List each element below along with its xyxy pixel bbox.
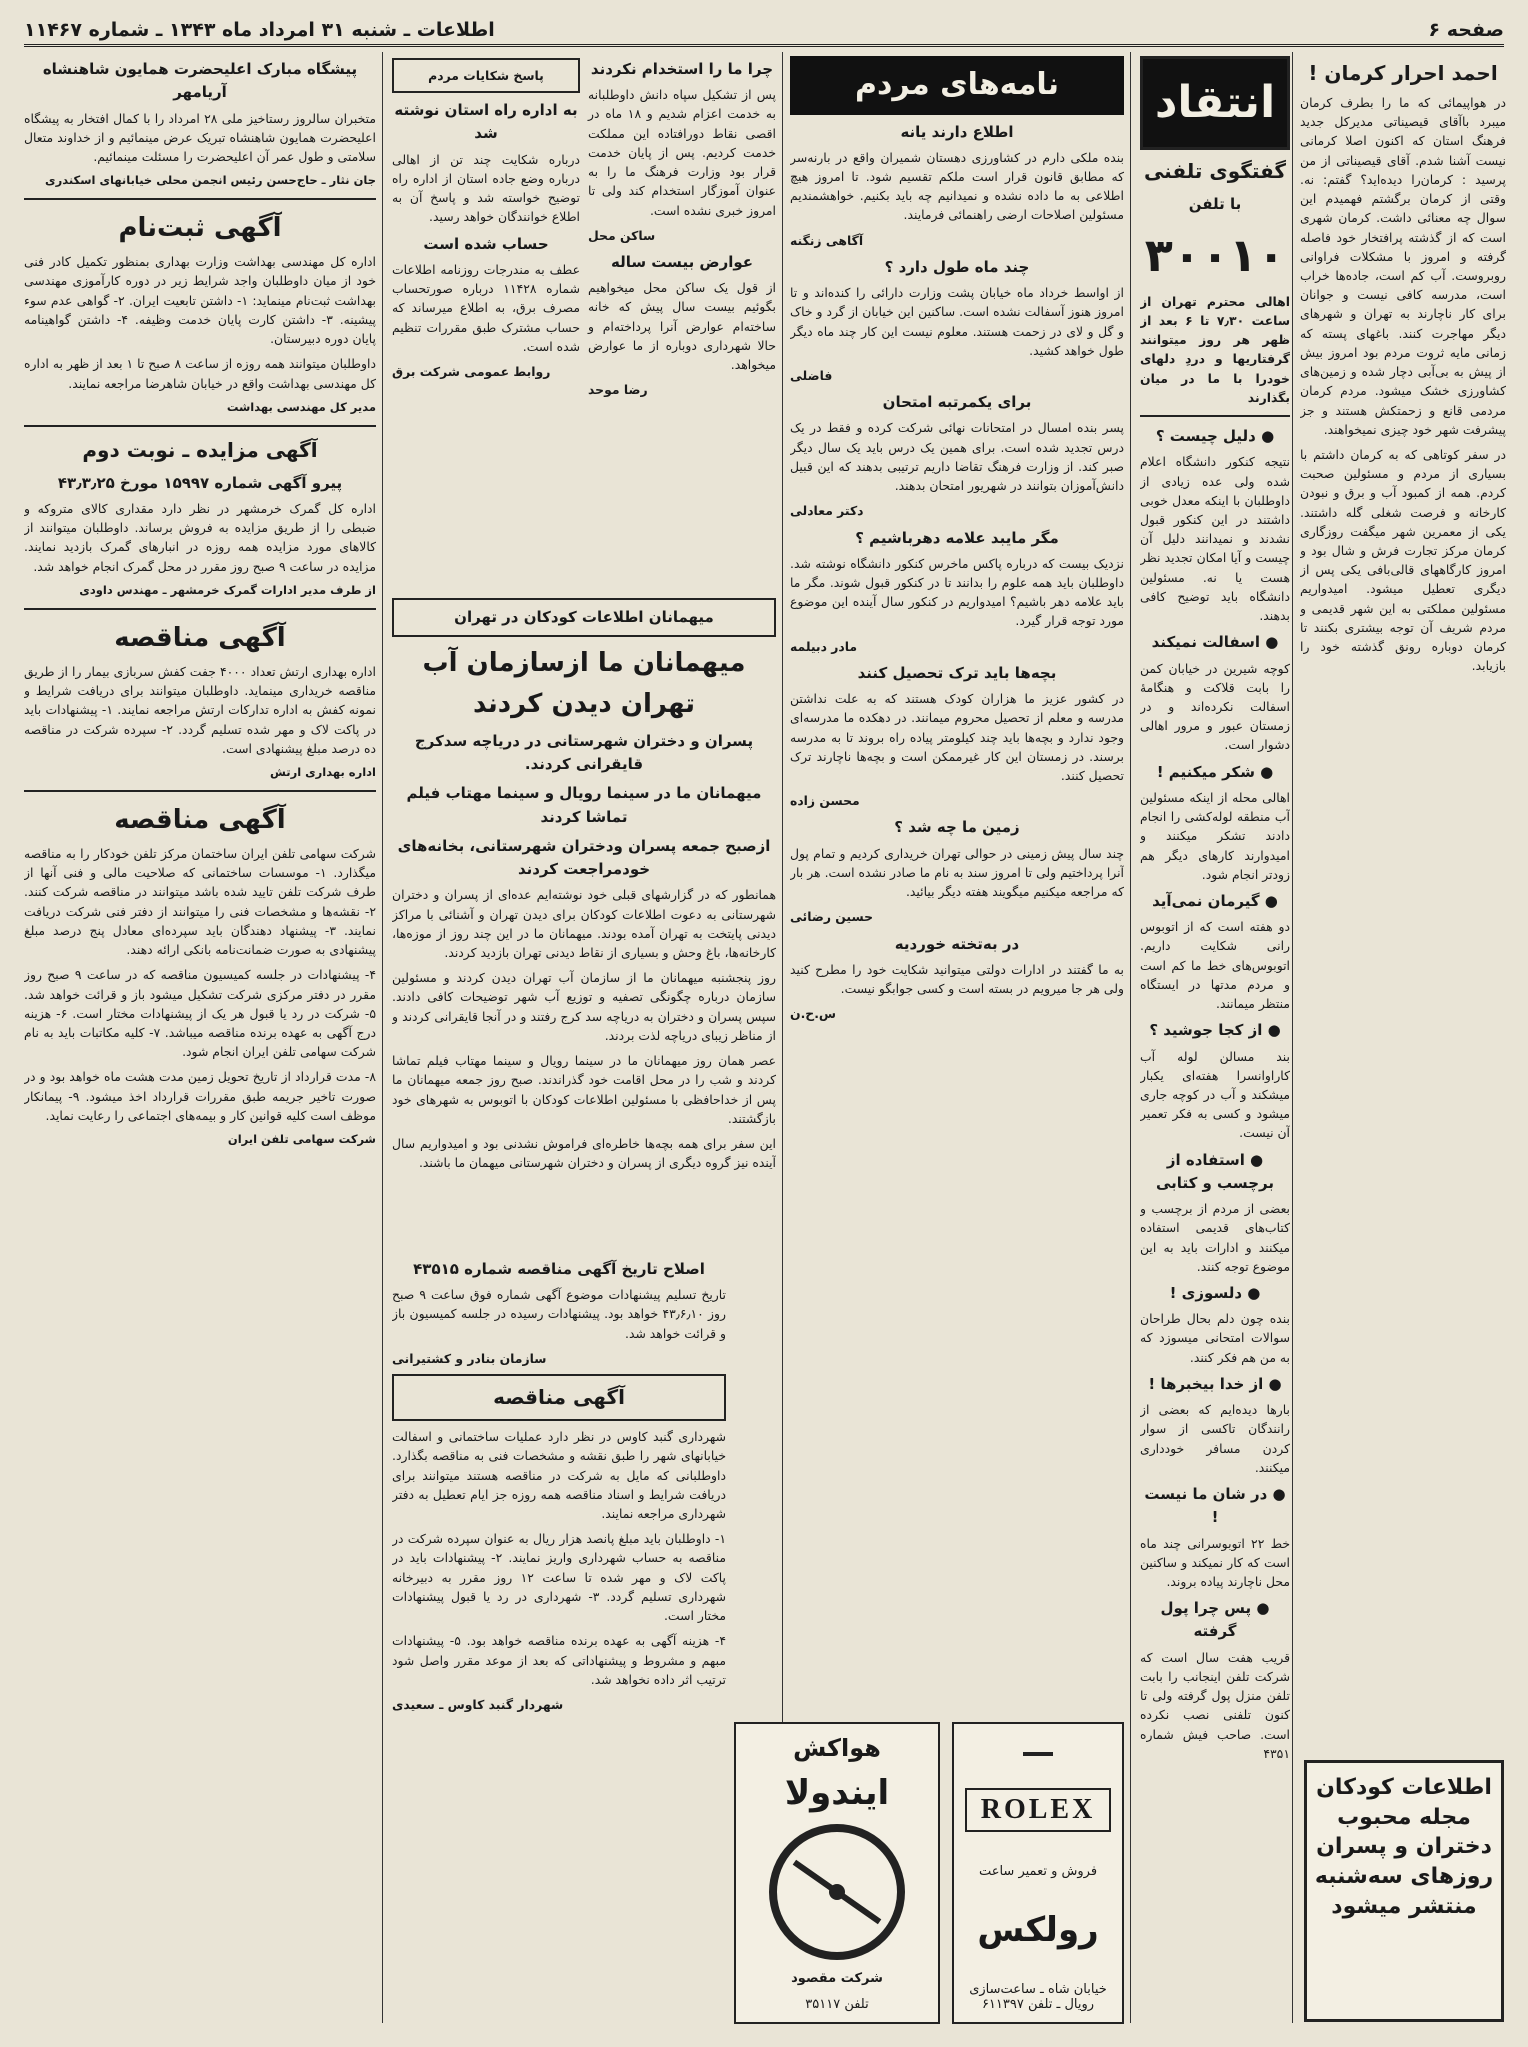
tender-body: ۴- هزینه آگهی به عهده برنده مناقصه خواهد بود. ۵- پیشنهادات مبهم و مشروط و پیشنهاداتی که بعد از موعد مقرر واصل شود ترتیب اثر داده نخواهد شد. bbox=[392, 1633, 726, 1687]
notice-body: داوطلبان میتوانند همه روزه از ساعت ۸ صبح تا ۱ بعد از ظهر به اداره کل مهندسی بهداشت واقع در خیابان شاهرضا مراجعه نمایند. bbox=[24, 356, 376, 391]
piece-title: به اداره راه استان نوشته شد bbox=[394, 101, 578, 143]
fan-brand: ایندولا bbox=[784, 1773, 890, 1813]
letter-sign: س.ح.ن bbox=[790, 1006, 837, 1022]
story-box-label: میهمانان اطلاعات کودکان در تهران bbox=[392, 598, 776, 637]
letter-body: پسر بنده امسال در امتحانات نهائی شرکت کرده و فقط در یک درس تجدید شده است. برای همین یک درس باید یک سال دیگر صبر کند. از وزارت فرهنگ تقاضا داریم ترتیبی بدهند که این قبیل دانش‌آموزان بتوانند در شهریور امتحان بدهند. bbox=[790, 420, 1124, 494]
notice-body: اداره کل مهندسی بهداشت وزارت بهداری بمنظور تکمیل کادر فنی خود از میان داوطلبان واجد شرایط زیر در دوره کارآموزی مهندسی بهداشت ثبت‌نام مینماید: ۱- داشتن تابعیت ایران. ۲- گواهی عدم سوء پیشینه. ۳- داشتن کارت پایان خدمت وظیفه. ۴- داشتن گواهینامه پایان دوره دبیرستان. bbox=[24, 254, 376, 347]
masthead bbox=[24, 16, 1504, 47]
piece-sign: روابط عمومی شرکت برق bbox=[392, 363, 551, 379]
letter-body: چند سال پیش زمینی در حوالی تهران خریداری کردیم و تمام پول آنرا پرداختیم ولی تا امروز سند به نام ما صادر نشده است. هر بار که مراجعه میکنیم میگویند هفته دیگر بیائید. bbox=[790, 845, 1124, 900]
letter-title: مگر مایبد علامه دهرباشیم ؟ bbox=[855, 528, 1059, 547]
fan-icon bbox=[769, 1824, 905, 1960]
letters-column bbox=[790, 52, 1124, 1697]
notice-sign: شرکت سهامی تلفن ایران bbox=[227, 1132, 376, 1147]
letter-title: در به‌تخته خوردیه bbox=[894, 934, 1020, 953]
column-rule bbox=[382, 52, 383, 2023]
letter-title: چند ماه طول دارد ؟ bbox=[884, 257, 1030, 276]
column-rule bbox=[1292, 52, 1293, 2023]
piece-title: عوارض بیست ساله bbox=[610, 253, 754, 271]
letter-body: در کشور عزیز ما هزاران کودک هستند که به علت نداشتن مدرسه و معلم از تحصیل محروم میمانند. در دهکده ما مدرسه‌ای وجود ندارد و بچه‌ها باید چند کیلومتر پیاده راه بروند تا به مدرسه برسند. در زمستان این کار غیرممکن است و بچه‌ها ناچارند ترک تحصیل کنند. bbox=[790, 691, 1124, 783]
notice-title: آگهی مزایده ـ نوبت دوم bbox=[82, 437, 318, 462]
kerman-heading: احمد احرار کرمان ! bbox=[1308, 61, 1498, 85]
notice-title: آگهی مناقصه bbox=[114, 622, 286, 653]
item-title: ● دلیل چیست ؟ bbox=[1155, 427, 1275, 446]
notice-subtitle: پیرو آگهی شماره ۱۵۹۹۷ مورخ ۴۳٫۳٫۲۵ bbox=[57, 473, 343, 492]
piece-body: پس از تشکیل سپاه دانش داوطلبانه به خدمت اعزام شدیم و ۱۸ ماه در اقصی نقاط دورافتاده این مملکت خدمت کردیم. پس از پایان خدمت قرار بود وزارت فرهنگ ما را به عنوان آموزگار استخدام کند ولی تا امروز خبری نشده است. bbox=[588, 87, 776, 218]
item-body: دو هفته است که از اتوبوس رانی شکایت داریم. اتوبوس‌های خط ما کم است و مردم مدتها در ایستگاه منتظر میمانند. bbox=[1140, 919, 1290, 1012]
item-body: بعضی از مردم از برچسب و کتاب‌های قدیمی استفاده میکنند و ادارات باید به این موضوع توجه کنند. bbox=[1140, 1201, 1290, 1274]
notice-body: ۴- پیشنهادات در جلسه کمیسیون مناقصه که در ساعت ۹ صبح روز مقرر در دفتر مرکزی شرکت تشکیل میشود باز و قرائت خواهد شد. ۵- شرکت در رد یا قبول هر یک از پیشنهادات مختار است. ۶- هزینه درج آگهی به عهده برنده مناقصه میباشد. ۷- کلیه مکاتبات باید به نام شرکت سهامی تلفن ایران انجام شود. bbox=[24, 967, 376, 1060]
tender-sign: شهردار گنبد کاوس ـ سعیدی bbox=[392, 1696, 564, 1712]
story-body: همانطور که در گزارشهای قبلی خود نوشته‌ایم عده‌ای از پسران و دختران شهرستانی به دعوت اطلاعات کودکان برای دیدن تهران و آشنائی با مراکز دیدنی پایتخت به تهران آمده بودند. میهمانان ما در این چند روز از موزه‌ها، کارخانه‌ها، باغ وحش و بسیاری از نقاط دیدنی تهران بازدید کردند. bbox=[392, 887, 776, 960]
story-body: این سفر برای همه بچه‌ها خاطره‌ای فراموش نشدنی بود و امیدواریم سال آینده نیز گروه دیگری از پسران و دختران شهرستانی میهمان ما باشند. bbox=[392, 1135, 776, 1171]
letter-sign: مادر دبیلمه bbox=[790, 638, 858, 654]
letter-title: زمین ما چه شد ؟ bbox=[894, 818, 1020, 837]
piece-body: عطف به مندرجات روزنامه اطلاعات شماره ۱۱۴۲۸ درباره صورتحساب مصرف برق، به اطلاع میرساند که حساب مشترک طبق مقررات تنظیم شده است. bbox=[392, 261, 580, 354]
rolex-address: خیابان شاه ـ ساعت‌سازی رویال ـ تلفن ۶۱۱۳۹۷ bbox=[969, 1982, 1107, 2012]
issue-line: اطلاعات ـ شنبه ۳۱ امرداد ماه ۱۳۴۳ ـ شماره ۱۱۴۶۷ bbox=[24, 19, 495, 41]
notice-sign: جان نثار ـ حاج‌حسن رئیس انجمن محلی خیابانهای اسکندری bbox=[45, 173, 376, 188]
tender-body: شهرداری گنبد کاوس در نظر دارد عملیات ساختمانی و اسفالت خیابانهای شهر را طبق نقشه و مشخصات فنی به مناقصه بگذارد. داوطلبانی که مایل به شرکت در مناقصه هستند میتوانند برای دریافت شرایط و اسناد مناقصه همه روزه جز ایام تعطیل به دفتر شهرداری مراجعه نمایند. bbox=[392, 1429, 726, 1521]
letter-sign: دکتر معادلی bbox=[790, 503, 864, 519]
notice-body: شرکت سهامی تلفن ایران ساختمان مرکز تلفن خودکار را به مناقصه میگذارد. ۱- موسسات ساختمانی که صلاحیت مالی و فنی آنها از طرف شرکت تلفن تایید شده باشد میتوانند در مناقصه شرکت کنند. ۲- نقشه‌ها و مشخصات فنی را میتوانند از دفتر فنی شرکت دریافت نمایند. ۳- پیشنهاد دهندگان باید سپرده‌ای معادل پنج درصد مبلغ پیشنهادی به صورت ضمانت‌نامه بانکی ارائه دهند. bbox=[24, 846, 376, 958]
letter-sign: فاضلی bbox=[790, 367, 833, 383]
kerman-body-2: در سفر کوتاهی که به کرمان داشتم با بسیاری از مردم و مسئولین صحبت کردم. همه از کمبود آب و برق و نبودن کارخانه و فرصت شغلی گله داشتند. یکی از معمرین شهر میگفت روزگاری کرمان مرکز تجارت فرش و شال بود و امروز کارگاههای قالی‌بافی یکی پس از دیگری تعطیل میشود. امیدواریم مسئولین مملکتی به این شهر قدیمی و مردم شریف آن توجه بیشتری بکنند تا کرمان دوباره رونق گذشته خود را بازیابد. bbox=[1300, 446, 1506, 674]
story-sub: میهمانان ما در سینما رویال و سینما مهتاب فیلم تماشا کردند bbox=[406, 784, 762, 826]
story-body: روز پنجشنبه میهمانان ما از سازمان آب تهران دیدن کردند و مسئولین سازمان درباره چگونگی تصفیه و توزیع آب شهر توضیحات کافی دادند. سپس پسران و دختران به دریاچه سد کرج رفتند و در آنجا قایقرانی کردند و از مناظر زیبای دریاچه لذت بردند. bbox=[392, 970, 776, 1043]
letters-banner: نامه‌های مردم bbox=[790, 56, 1124, 115]
notice-body: متخبران سالروز رستاخیز ملی ۲۸ امرداد را با کمال افتخار به پیشگاه اعلیحضرت همایون شاهنشاه تبریک عرض مینمائیم و از خداوند متعال سلامتی و طول عمر آن اعلیحضرت را مسئلت مینمائیم. bbox=[24, 110, 376, 164]
notice-sign: اداره بهداری ارتش bbox=[270, 764, 376, 779]
kids-magazine-text: اطلاعات کودکان مجله محبوب دختران و پسران روزهای سه‌شنبه منتشر میشود bbox=[1314, 1775, 1494, 1919]
tenders-column bbox=[392, 1252, 726, 2023]
fan-phone: تلفن ۳۵۱۱۷ bbox=[805, 1997, 869, 2012]
notice-sign: از طرف مدیر ادارات گمرک خرمشهر ـ مهندس داودی bbox=[79, 582, 376, 597]
notice-title: آگهی ثبت‌نام bbox=[118, 212, 282, 243]
rolex-ad bbox=[952, 1722, 1124, 2024]
item-body: بند مسالن لوله آب کاراوانسرا هفته‌ای یکبار میشکند و آب در کوچه جاری میشود و کسی به فکر تعمیر آن نیست. bbox=[1140, 1048, 1290, 1141]
story-sub: ازصبح جمعه پسران ودختران شهرستانی، بخانه‌های خودمراجعت کردند bbox=[397, 836, 771, 879]
piece-body: درباره شکایت چند تن از اهالی درباره وضع جاده استان از اداره راه توضیح خواسته شد و پاسخ آن به اطلاع خوانندگان خواهد رسید. bbox=[392, 151, 580, 225]
item-title: ● شکر میکنیم ! bbox=[1156, 762, 1274, 781]
notice-title: پیشگاه مبارک اعلیحضرت همایون شاهنشاه آریامهر bbox=[42, 60, 358, 102]
column-rule bbox=[1130, 52, 1131, 2023]
notice-sign: مدیر کل مهندسی بهداشت bbox=[226, 399, 376, 414]
piece-body: از قول یک ساکن محل میخواهیم بگوئیم بیست سال پیش که خانه ساخته‌ام عوارض آنرا پرداخته‌ام و حالا شهرداری دوباره از ما عوارض میخواهد. bbox=[588, 280, 776, 373]
letter-title: برای یکمرتبه امتحان bbox=[882, 393, 1032, 412]
tender-body: تاریخ تسلیم پیشنهادات موضوع آگهی شماره فوق ساعت ۹ صبح روز ۴۳٫۶٫۱۰ خواهد بود. پیشنهادات رسیده در جلسه کمیسیون باز و قرائت خواهد شد. bbox=[392, 1287, 726, 1341]
item-body: اهالی محله از اینکه مسئولین آب منطقه لوله‌کشی را انجام دادند تشکر میکنند و امیدوارند کارهای دیگر هم زودتر انجام شود. bbox=[1140, 789, 1290, 882]
letter-sign: آگاهی زنگنه bbox=[790, 232, 864, 248]
item-title: ● از کجا جوشید ؟ bbox=[1149, 1021, 1281, 1040]
kerman-column bbox=[1300, 52, 1506, 1737]
phone-number: ۳۰۰۱۰ bbox=[1144, 228, 1286, 283]
letter-title: اطلاع دارند یانه bbox=[900, 122, 1014, 141]
letter-body: به ما گفتند در ادارات دولتی میتوانید شکایت خود را مطرح کنید ولی هر جا میرویم در بسته است و کسی جوابگو نیست. bbox=[790, 961, 1124, 997]
phone-title: گفتگوی تلفنی bbox=[1143, 159, 1287, 184]
letter-body: بنده ملکی دارم در کشاورزی دهستان شمیران واقع در بارنه‌سر که مطابق قانون قرار است ملکم تقسیم شود. تا امروز هیچ اطلاعی به ما داده نشده و نمیدانیم چه باید بکنیم. خواهشمندیم مسئولین اصلاحات ارضی راهنمائی فرمایند. bbox=[790, 149, 1124, 223]
kids-magazine-box bbox=[1304, 1760, 1504, 2022]
notice-body: اداره بهداری ارتش تعداد ۴۰۰۰ جفت کفش سربازی بیمار را از طریق مناقصه خریداری مینماید. داوطلبان میتوانند برای دریافت شرایط و نمونه کفش به اداره تدارکات ارتش مراجعه نمایند. ۱- پیشنهادات باید در پاکت لاک و مهر شده تسلیم گردد. ۲- سپرده شرکت در مناقصه ده درصد مبلغ پیشنهادی است. bbox=[24, 663, 376, 756]
item-body: خط ۲۲ اتوبوسرانی چند ماه است که کار نمیکند و ساکنین محل ناچارند پیاده بروند. bbox=[1140, 1535, 1290, 1589]
rolex-brand: ROLEX bbox=[965, 1788, 1112, 1832]
item-body: قریب هفت سال است که شرکت تلفن اینجانب را بابت تلفن منزل پول گرفته ولی تا کنون تلفنی نصب نکرده است. صاحب فیش شماره ۴۳۵۱ bbox=[1140, 1649, 1290, 1761]
fan-ad bbox=[734, 1722, 940, 2024]
item-body: کوچه شیرین در خیابان کمن را بابت قلاکت و هنگامهٔ اسفالت نکرده‌اند و در زمستان عبور و مرور اهالی دشوار است. bbox=[1140, 660, 1290, 753]
item-title: ● اسفالت نمیکند bbox=[1151, 633, 1279, 652]
story-sub: پسران و دختران شهرستانی در دریاچه سدکرج قایقرانی کردند. bbox=[414, 731, 754, 774]
item-title: ● از خدا بیخبرها ! bbox=[1148, 1374, 1282, 1393]
item-title: ● استفاده از برچسب و کتابی bbox=[1156, 1150, 1274, 1192]
item-title: ● پس چرا پول گرفته bbox=[1160, 1599, 1270, 1641]
story-headline: میهمانان ما ازسازمان آب تهران دیدن کردند bbox=[422, 648, 746, 719]
notice-title: آگهی مناقصه bbox=[114, 804, 286, 835]
tender-body: ۱- داوطلبان باید مبلغ پانصد هزار ریال به عنوان سپرده شرکت در مناقصه به حساب شهرداری واریز نمایند. ۲- پیشنهادات باید در پاکت لاک و مهر شده تا ساعت ۱۲ روز مقرر به دبیرخانه شهرداری تسلیم گردد. ۳- شهرداری در رد یا قبول پیشنهادات مختار است. bbox=[392, 1531, 726, 1624]
rolex-fa: رولکس bbox=[977, 1910, 1099, 1951]
fan-seller: شرکت مقصود bbox=[791, 1971, 883, 1986]
item-title: ● در شان ما نیست ! bbox=[1144, 1485, 1286, 1527]
piece-title: حساب شده است bbox=[423, 234, 549, 253]
critique-logo: انتقاد bbox=[1140, 56, 1290, 150]
phone-sub: با تلفن bbox=[1188, 195, 1242, 214]
item-body: بارها دیده‌ایم که بعضی از رانندگان تاکسی از سوار کردن مسافر خودداری میکنند. bbox=[1140, 1402, 1290, 1475]
rolex-line: فروش و تعمیر ساعت bbox=[978, 1863, 1098, 1879]
kerman-body: در هواپیمائی که ما را بطرف کرمان میبرد باآقای قیصیناتی مدیرکل جدید فرهنگ استان که اکنون اصلا کرمانی نیست آشنا شدم. آقای قیصیناتی از من پرسید : کرمان‌را دیده‌اید؟ گفتم: نه. وقتی از کرمان برگشتم فهمیدم این سوال چه معنائی داشت. کرمان شهری است که از گذشته پرافتخار خود فاصله گرفته و امروز با مشکلات فراوانی روبروست. آب کم است، جاده‌ها خراب است، مدرسه کافی نیست و جوانان برای کار ناچارند به تهران و شهرهای دیگر مهاجرت کنند. باغهای پسته که زمانی مایه ثروت مردم بود امروز بیش از پیش به بی‌آبی دچار شده و زمین‌های کشاورزی خشک میشود. مردم کرمان مردمی قانع و زحمتکش هستند و جز پیشرفت شهر خود چیزی نمیخواهند. bbox=[1300, 95, 1506, 437]
page-label: صفحه ۶ bbox=[1428, 19, 1504, 41]
letter-body: از اواسط خرداد ماه خیابان پشت وزارت دارائی را کنده‌اند و تا امروز هنوز آسفالت نشده است. ساکنین این خیابان از گرد و خاک و گل و لای در زحمت هستند. معلوم نیست این کار چند ماه دیگر طول خواهد کشید. bbox=[790, 285, 1124, 358]
notice-body: ۸- مدت قرارداد از تاریخ تحویل زمین مدت هشت ماه خواهد بود و در صورت تاخیر جریمه طبق مقررات قرارداد اخذ میشود. ۹- پیمانکار موظف است کلیه قوانین کار و بیمه‌های اجتماعی را رعایت نماید. bbox=[24, 1069, 376, 1123]
story-column bbox=[392, 592, 776, 1247]
piece-sign: ساکن محل bbox=[588, 227, 656, 243]
crown-icon bbox=[1023, 1734, 1053, 1756]
reply-box: پاسخ شکایات مردم bbox=[392, 58, 580, 93]
piece-sign: رضا موحد bbox=[588, 382, 648, 398]
mid-top-column bbox=[392, 52, 776, 587]
notice-body: اداره کل گمرک خرمشهر در نظر دارد مقداری کالای متروکه و ضبطی را از طریق مزایده به فروش برساند. داوطلبان میتوانند از کالاهای مورد مزایده همه روزه در انبارهای گمرک بازدید نمایند. مزایده در ساعت ۹ صبح روز مقرر در محل گمرک انجام خواهد شد. bbox=[24, 500, 376, 574]
letter-sign: محسن زاده bbox=[790, 793, 860, 809]
item-title: ● گیرمان نمی‌آید bbox=[1152, 891, 1278, 910]
letter-sign: حسین رضائی bbox=[790, 909, 874, 925]
phone-intro: اهالی محترم تهران از ساعت ۷٫۳۰ تا ۶ بعد از ظهر هر روز میتوانند گرفتاریها و دردِ دلهای خودرا با ما در میان بگذارند bbox=[1140, 293, 1290, 405]
item-body: بنده چون دلم بحال طراحان سوالات امتحانی میسوزد که به من هم فکر کنند. bbox=[1140, 1311, 1290, 1365]
letter-title: بچه‌ها باید ترک تحصیل کنند bbox=[857, 663, 1057, 682]
item-body: نتیجه کنکور دانشگاه اعلام شده ولی عده زیادی از داوطلبان با اینکه معدل خوبی داشتند در این کنکور قبول نشدند و نمیدانند دلیل آن چیست و آیا امکان تجدید نظر هست یا نه. مسئولین دانشگاه باید توضیح کافی بدهند. bbox=[1140, 454, 1290, 624]
item-title: ● دلسوزی ! bbox=[1169, 1284, 1261, 1303]
tender-sign: سازمان بنادر و کشتیرانی bbox=[392, 1350, 547, 1366]
story-body: عصر همان روز میهمانان ما در سینما رویال و سینما مهتاب فیلم تماشا کردند و شب را در محل اقامت خود گذراندند. صبح روز جمعه میهمانان ما پس از خداحافظی با مسئولین اطلاعات کودکان با اتوبوس به شهرهای خود بازگشتند. bbox=[392, 1053, 776, 1126]
notices-column bbox=[24, 52, 376, 2023]
tender-title: اصلاح تاریخ آگهی مناقصه شماره ۴۳۵۱۵ bbox=[413, 1260, 705, 1278]
critique-column bbox=[1140, 52, 1290, 2023]
tender-title: آگهی مناقصه bbox=[392, 1374, 726, 1421]
letter-body: نزدیک بیست که درباره پاکس ماخرس کنکور دانشگاه نوشته شد. داوطلبان باید همه علوم را بدانند تا در کنکور قبول شوند. مگر ما باید علامه دهر باشیم؟ امیدواریم در کنکور سال آینده این موضوع مورد توجه قرار گیرد. bbox=[790, 555, 1124, 629]
fan-title: هواکش bbox=[793, 1734, 881, 1762]
piece-title: چرا ما را استخدام نکردند bbox=[590, 60, 774, 78]
